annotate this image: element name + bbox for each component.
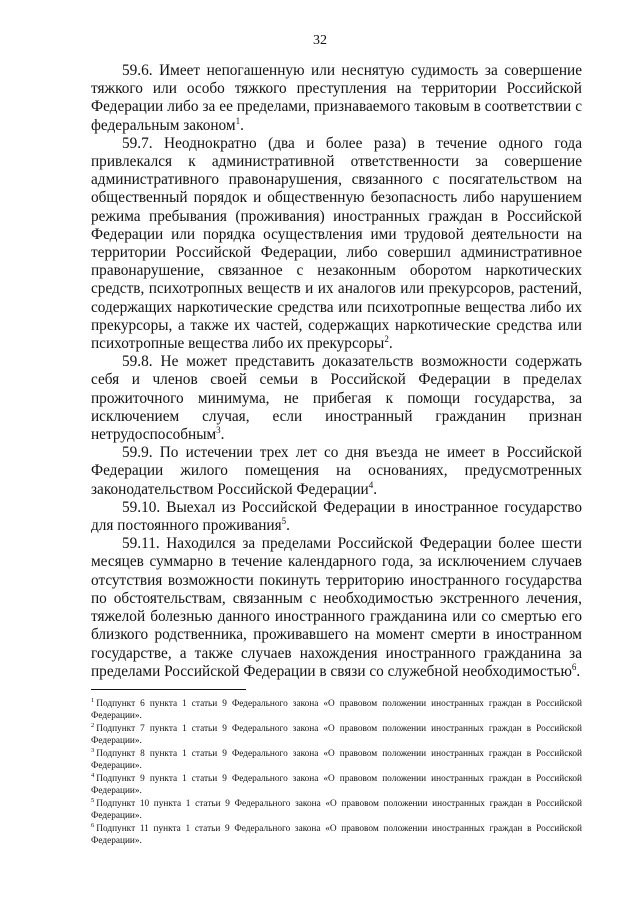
page-number: 32 [313, 33, 327, 48]
footnote-ref[interactable]: 1 [235, 115, 241, 126]
paragraph-text: 59.7. Неоднократно (два и более раза) в течение одного года привлекался к административной ответственности за совершение административного правонарушения, связанного с посягательством на общественный порядок и общественную безопасность либо нарушением режима пребывания (проживания) иностранных граждан в Российской Федерации или порядка осуществления ими трудовой деятельности на территории Российской Федерации, либо совершил административное правонарушение, связанное с незаконным оборотом наркотических средств, психотропных веществ и их аналогов или прекурсоров, растений, содержащих наркотические средства или психотропные вещества либо их прекурсоры, а также их частей, содержащих наркотические средства или психотропные вещества либо их прекурсоры [91, 134, 582, 353]
footnote-mark: 6 [91, 821, 95, 829]
paragraph-59-6: 59.6. Имеет непогашенную или неснятую судимость за совершение тяжкого или особо тяжкого преступления на территории Российской Федерации либо за ее пределами, признаваемого таковым в соответствии с федеральным законом$^1$. [91, 62, 582, 134]
footnote-ref[interactable]: 6 [571, 661, 577, 672]
footnote-mark: 5 [91, 796, 95, 804]
footnote-mark: 2 [91, 721, 95, 729]
paragraph-text: 59.6. Имеет непогашенную или неснятую судимость за совершение тяжкого или особо тяжкого преступления на территории Российской Федерации либо за ее пределами, признаваемого таковым в соответствии с федеральным законом [91, 62, 582, 134]
body-text [91, 62, 582, 681]
paragraph-59-9: 59.9. По истечении трех лет со дня въезда не имеет в Российской Федерации жилого помещения на основаниях, предусмотренных законодательством Российской Федерации$^4$. [91, 444, 582, 498]
footnotes [91, 698, 582, 848]
footnote-ref[interactable]: 2 [384, 333, 389, 344]
footnote-2 [91, 723, 582, 747]
paragraph-59-11: 59.11. Находился за пределами Российской Федерации более шести месяцев суммарно в течение календарного года, за исключением случаев отсутствия возможности покинуть территорию иностранного государства по обстоятельствам, связанным с необходимостью экстренного лечения, тяжелой болезнью данного иностранного гражданина или со смертью его близкого родственника, проживавшего на момент смерти в иностранном государстве, а также случаев нахождения иностранного гражданина за пределами Российской Федерации в связи со служебной необходимостью$^6$. [91, 535, 582, 680]
footnote-divider [91, 689, 246, 690]
footnote-6 [91, 823, 582, 847]
paragraph-text: 59.9. По истечении трех лет со дня въезда не имеет в Российской Федерации жилого помещения на основаниях, предусмотренных законодательством Российской Федерации [91, 444, 582, 498]
footnote-5 [91, 798, 582, 822]
paragraph-59-10: 59.10. Выехал из Российской Федерации в иностранное государство для постоянного проживания$^5$. [91, 498, 582, 535]
paragraph-59-7: 59.7. Неоднократно (два и более раза) в течение одного года привлекался к административной ответственности за совершение административного правонарушения, связанного с посягательством на общественный порядок и общественную безопасность либо нарушением режима пребывания (проживания) иностранных граждан в Российской Федерации или порядка осуществления ими трудовой деятельности на территории Российской Федерации, либо совершил административное правонарушение, связанное с незаконным оборотом наркотических средств, психотропных веществ и их аналогов или прекурсоров, растений, содержащих наркотические средства или психотропные вещества либо их прекурсоры, а также их частей, содержащих наркотические средства или психотропные вещества либо их прекурсоры$^2$. [91, 134, 582, 353]
paragraph-text: 59.8. Не может представить доказательств возможности содержать себя и членов своей семьи в Российской Федерации в пределах прожиточного минимума, не прибегая к помощи государства, за исключением случая, если иностранный гражданин признан нетрудоспособным [91, 353, 582, 444]
paragraph-59-8: 59.8. Не может представить доказательств возможности содержать себя и членов своей семьи в Российской Федерации в пределах прожиточного минимума, не прибегая к помощи государства, за исключением случая, если иностранный гражданин признан нетрудоспособным$^3$. [91, 353, 582, 444]
footnote-text: Подпункт 7 пункта 1 статьи 9 Федерального закона «О правовом положении иностранных граждан в Российской Федерации». [91, 724, 582, 746]
footnote-mark: 1 [91, 696, 95, 704]
footnote-4 [91, 773, 582, 797]
footnote-3 [91, 748, 582, 772]
footnote-text: Подпункт 6 пункта 1 статьи 9 Федерального закона «О правовом положении иностранных граждан в Российской Федерации». [91, 699, 582, 721]
footnote-ref[interactable]: 5 [281, 515, 287, 526]
footnote-1 [91, 698, 582, 722]
footnote-text: Подпункт 10 пункта 1 статьи 9 Федерального закона «О правовом положении иностранных граждан в Российской Федерации». [91, 799, 582, 821]
footnote-text: Подпункт 8 пункта 1 статьи 9 Федерального закона «О правовом положении иностранных граждан в Российской Федерации». [91, 749, 582, 771]
footnote-mark: 3 [91, 746, 95, 754]
paragraph-text: 59.11. Находился за пределами Российской Федерации более шести месяцев суммарно в течение календарного года, за исключением случаев отсутствия возможности покинуть территорию иностранного государства по обстоятельствам, связанным с необходимостью экстренного лечения, тяжелой болезнью данного иностранного гражданина или со смертью его близкого родственника, проживавшего на момент смерти в иностранном государстве, а также случаев нахождения иностранного гражданина за пределами Российской Федерации в связи со служебной необходимостью [91, 535, 582, 680]
footnote-text: Подпункт 11 пункта 1 статьи 9 Федерального закона «О правовом положении иностранных граждан в Российской Федерации». [91, 824, 582, 846]
footnote-text: Подпункт 9 пункта 1 статьи 9 Федерального закона «О правовом положении иностранных граждан в Российской Федерации». [91, 774, 582, 796]
footnote-ref[interactable]: 4 [368, 479, 374, 490]
footnote-ref[interactable]: 3 [216, 424, 221, 435]
paragraph-text: 59.10. Выехал из Российской Федерации в иностранное государство для постоянного проживания [91, 498, 582, 535]
footnote-mark: 4 [91, 771, 95, 779]
